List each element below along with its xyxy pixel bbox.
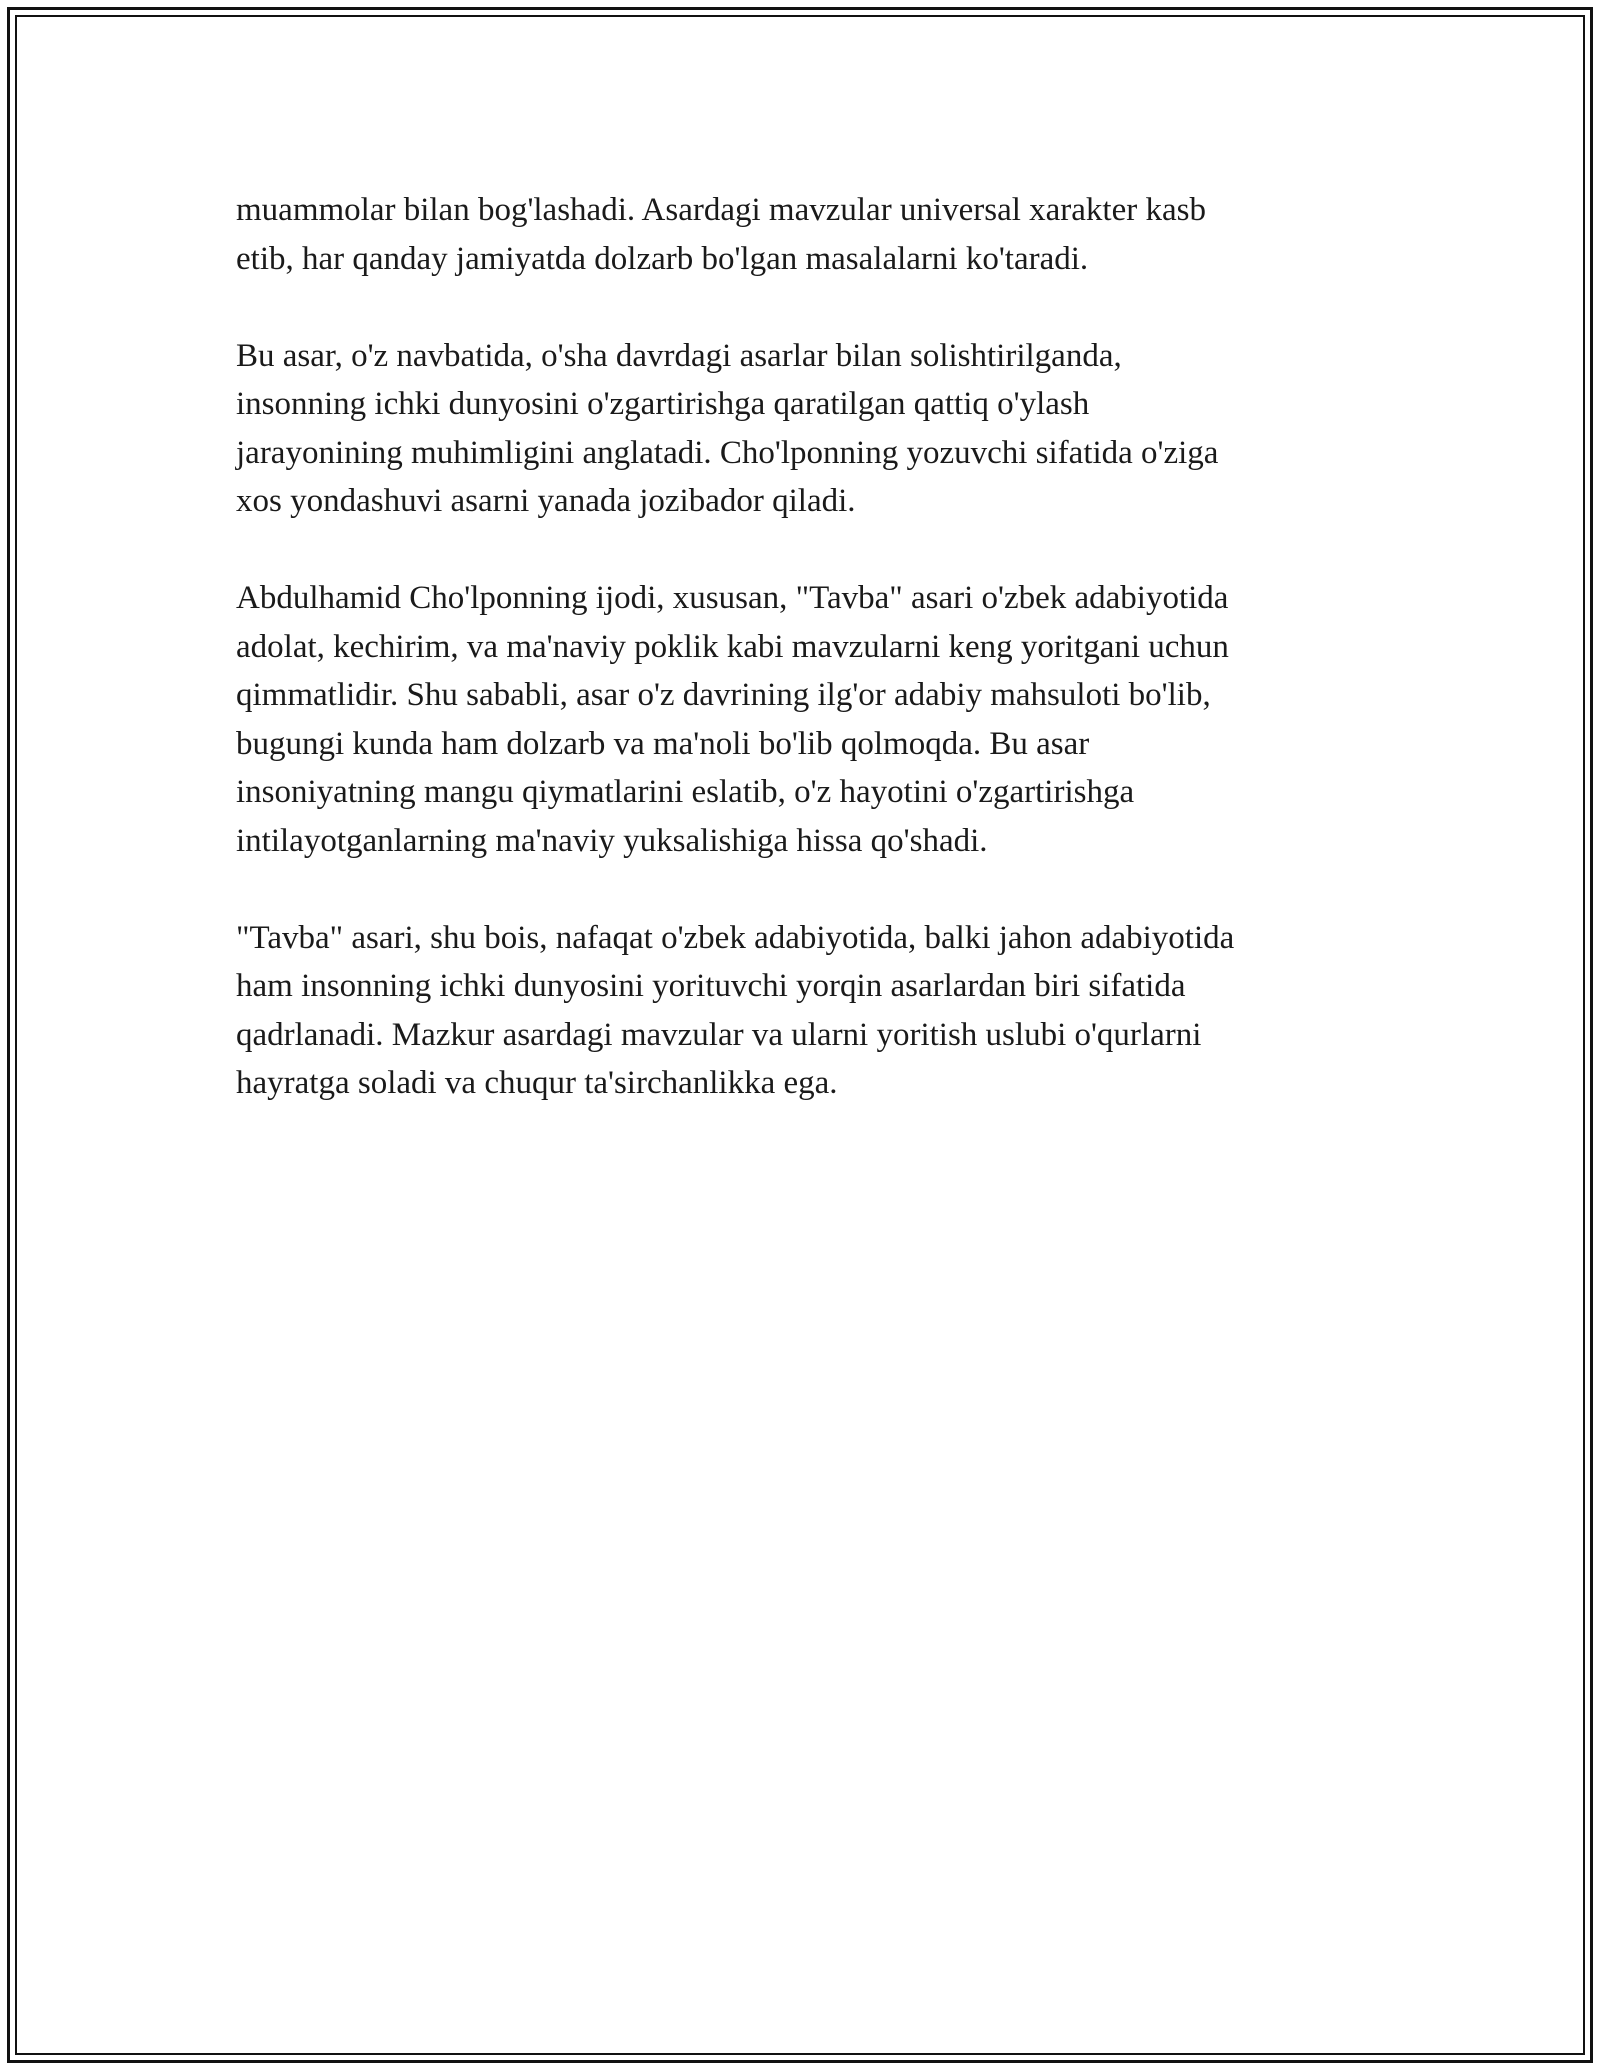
- document-body: [236, 186, 1366, 1156]
- paragraph-1: muammolar bilan bog'lashadi. Asardagi mavzular universal xarakter kasb etib, har qanday jamiyatda dolzarb bo'lgan masalalarni ko'taradi.: [236, 192, 1206, 277]
- paragraph-3: Abdulhamid Cho'lponning ijodi, xususan, "Tavba" asari o'zbek adabiyotida adolat, kechirim, va ma'naviy poklik kabi mavzularni keng yoritgani uchun qimmatlidir. Shu sababli, asar o'z davrining ilg'or adabiy mahsuloti bo'lib, bugungi kunda ham dolzarb va ma'noli bo'lib qolmoqda. Bu asar insoniyatning mangu qiymatlarini eslatib, o'z hayotini o'zgartirishga intilayotganlarning ma'naviy yuksalishiga hissa qo'shadi.: [236, 580, 1229, 859]
- paragraph-4: "Tavba" asari, shu bois, nafaqat o'zbek adabiyotida, balki jahon adabiyotida ham insonning ichki dunyosini yorituvchi yorqin asarlardan biri sifatida qadrlanadi. Mazkur asardagi mavzular va ularni yoritish uslubi o'qurlarni hayratga soladi va chuqur ta'sirchanlikka ega.: [236, 919, 1235, 1101]
- paragraph-2: Bu asar, o'z navbatida, o'sha davrdagi asarlar bilan solishtirilganda, insonning ichki dunyosini o'zgartirishga qaratilgan qattiq o'ylash jarayonining muhimligini anglatadi. Cho'lponning yozuvchi sifatida o'ziga xos yondashuvi asarni yanada jozibador qiladi.: [236, 337, 1219, 519]
